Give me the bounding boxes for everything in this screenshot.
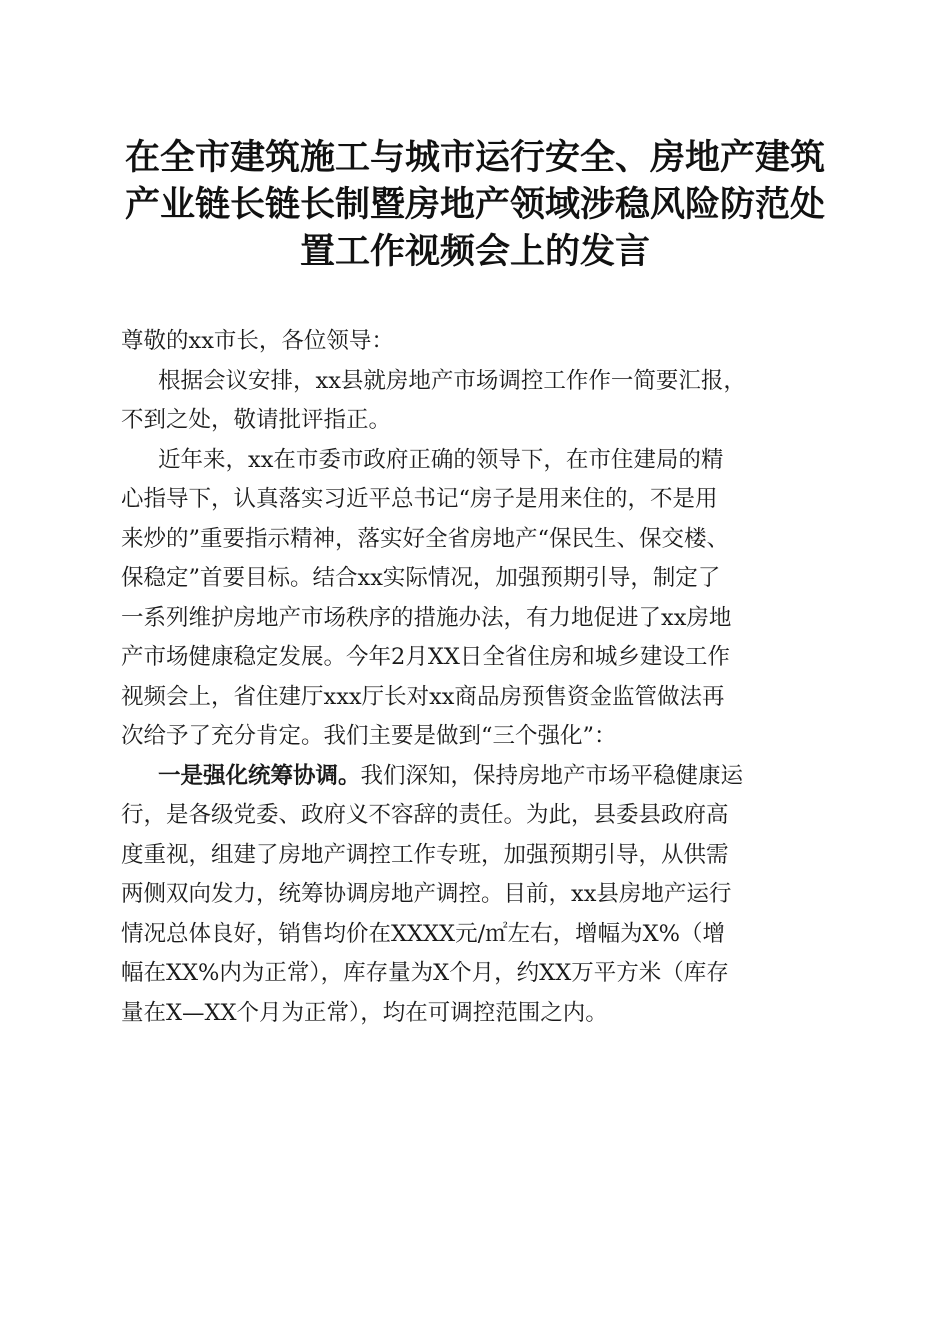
title-line-1: 在全市建筑施工与城市运行安全、房地产建筑: [124, 137, 825, 178]
paragraph-line: 次给予了充分肯定。我们主要是做到“三个强化”：: [121, 723, 617, 749]
paragraph-3: [121, 757, 833, 1034]
paragraph-line-text: 我们深知，保持房地产市场平稳健康运: [360, 762, 744, 789]
paragraph-line: [121, 757, 833, 797]
paragraph-line: 度重视，组建了房地产调控工作专班，加强预期引导，从供需: [121, 841, 729, 868]
paragraph-line: 行，是各级党委、政府义不容辞的责任。为此，县委县政府高: [121, 802, 729, 828]
salutation: 尊敬的xx市长，各位领导：: [121, 328, 394, 354]
paragraph-line: 心指导下，认真落实习近平总书记“房子是用来住的，不是用: [121, 486, 718, 512]
document-body: [121, 322, 833, 1033]
paragraph-line: 保稳定”首要目标。结合xx实际情况，加强预期引导，制定了: [121, 565, 721, 591]
section-heading: 一是强化统筹协调。: [158, 762, 361, 789]
paragraph-line: 量在X—XX个月为正常），均在可调控范围之内。: [121, 999, 608, 1026]
title-line-3: 置工作视频会上的发言: [299, 231, 650, 272]
title-line-2: 产业链长链长制暨房地产领域涉稳风险防范处: [124, 184, 825, 225]
paragraph-line: 两侧双向发力，统筹协调房地产调控。目前，xx县房地产运行: [121, 881, 732, 907]
paragraph-2: [121, 441, 833, 757]
document-title: [110, 134, 840, 275]
paragraph-line: 近年来，xx在市委市政府正确的领导下，在市住建局的精: [158, 446, 724, 473]
paragraph-line: 视频会上，省住建厅xxx厅长对xx商品房预售资金监管做法再: [121, 683, 725, 710]
paragraph-line: 不到之处，敬请批评指正。: [121, 407, 392, 433]
paragraph-line: 根据会议安排，xx县就房地产市场调控工作作一简要汇报，: [158, 367, 746, 394]
paragraph-line: 幅在XX%内为正常），库存量为X个月，约XX万平方米（库存: [121, 960, 729, 986]
paragraph-line: 一系列维护房地产市场秩序的措施办法，有力地促进了xx房地: [121, 604, 732, 631]
paragraph-line: 来炒的”重要指示精神，落实好全省房地产“保民生、保交楼、: [121, 525, 730, 552]
paragraph-1: [121, 362, 833, 441]
paragraph-line: 情况总体良好，销售均价在XXXX元/㎡左右，增幅为X%（增: [121, 920, 726, 947]
paragraph-line: 产市场健康稳定发展。今年2月XX日全省住房和城乡建设工作: [121, 644, 730, 670]
